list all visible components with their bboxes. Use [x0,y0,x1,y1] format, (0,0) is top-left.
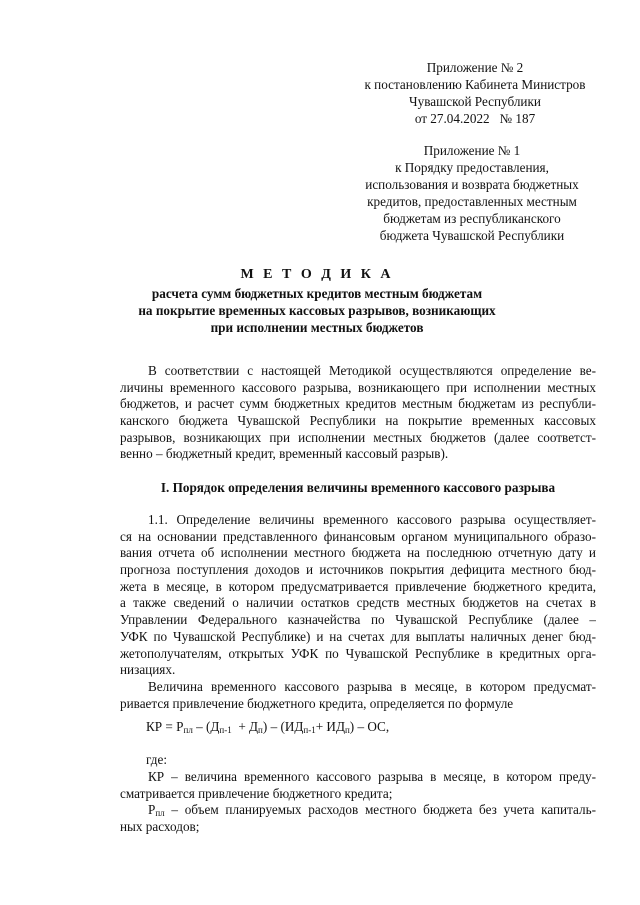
text-line: канского бюджета Чувашской Республики на покрытие временных кассовых [120,413,596,429]
section-heading: I. Порядок определения величины временного кассового разрыва [160,480,556,495]
text-line: прогноза поступления доходов и источников покрытия дефицита местного бюд- [120,562,596,578]
var-subscript: пл [155,808,165,819]
text-line [120,802,596,819]
text-line: бюджетов, и расчет сумм бюджетных кредитов местным бюджетам из республи- [120,396,596,412]
formula-subscript: п-1 [219,725,232,735]
text-line: жетополучателям, открытых УФК по Чувашской Республике в кредитных орга- [120,645,596,661]
appendix-line: использования и возврата бюджетных [365,177,579,192]
title-line: при исполнении местных бюджетов [210,320,424,335]
formula-subscript: п [258,725,263,735]
text-line: Величина временного кассового разрыва в месяце, в котором предусмат- [148,678,596,694]
appendix-2-header [336,60,614,128]
definitions [120,769,596,836]
text-line: жета в месяце, в котором предусматривается привлечение бюджетного кредита, [120,578,596,594]
text-line: низациях. [120,662,176,678]
appendix-line: к Порядку предоставления, [395,160,549,175]
formula-part: – (Д [192,719,220,734]
formula-subscript: пл [183,725,193,735]
appendix-line: Приложение № 2 [426,60,524,75]
text-line: ся на основании представленного финансовым органом муниципального образо- [120,528,596,544]
text-line: В соответствии с настоящей Методикой осуществляются определение ве- [148,363,596,378]
appendix-line: Чувашской Республики [409,94,541,109]
var-name: Р [148,802,156,818]
text-line: 1.1. Определение величины временного кассового разрыва осуществляет- [148,512,596,527]
title-line: расчета сумм бюджетных кредитов местным бюджетам [151,286,483,301]
text-line: ривается привлечение бюджетного кредита, определяется по формуле [120,695,514,711]
formula [146,719,389,736]
document-title [102,266,532,336]
appendix-line: от 27.04.2022 № 187 [414,111,536,126]
var-definition: – объем планируемых расходов местного бюджета без учета капиталь- [164,802,596,818]
formula-part: + Д [231,719,259,734]
text-line: ных расходов; [120,819,200,835]
text-line: Управлении Федерального казначейства по Чувашской Республике (далее – [120,612,596,628]
where-label: где: [146,752,167,767]
formula-part: + ИД [315,719,345,734]
title-line: на покрытие временных кассовых разрывов, возникающих [138,303,496,318]
text-line: личины временного кассового разрыва, возникающего при исполнении местных [120,379,596,395]
formula-part: КР = Р [146,719,184,734]
title-main: М Е Т О Д И К А [240,267,394,282]
formula-subscript: п [344,725,350,735]
appendix-line: бюджета Чувашской Республики [379,228,565,243]
text-line: а также сведений о наличии остатков средств местных бюджетов на счетах в [120,595,596,611]
appendix-line: кредитов, предоставленных местным [367,194,577,209]
clause-1-1 [120,512,596,712]
appendix-line: бюджетам из республиканского [383,211,561,226]
formula-part: ) – (ИД [262,719,304,734]
appendix-line: к постановлению Кабинета Министров [364,77,586,92]
text-line: венно – бюджетный кредит, временный кассовый разрыв). [120,446,449,462]
appendix-1-header [333,143,611,245]
text-line: КР – величина временного кассового разрыва в месяце, в котором преду- [148,769,596,784]
text-line: вания отчета об исполнении местного бюджета на последнюю отчетную дату и [120,545,596,561]
text-line: УФК по Чувашской Республике) и на счетах для выплаты наличных денег бюд- [120,628,596,644]
intro-paragraph [120,363,596,463]
text-line: сматривается привлечение бюджетного кредита; [120,785,393,801]
text-line: разрывов, возникающих при исполнении местных бюджетов (далее соответст- [120,429,596,445]
formula-part: ) – ОС, [349,719,390,734]
appendix-line: Приложение № 1 [423,143,521,158]
formula-subscript: п-1 [303,725,316,735]
